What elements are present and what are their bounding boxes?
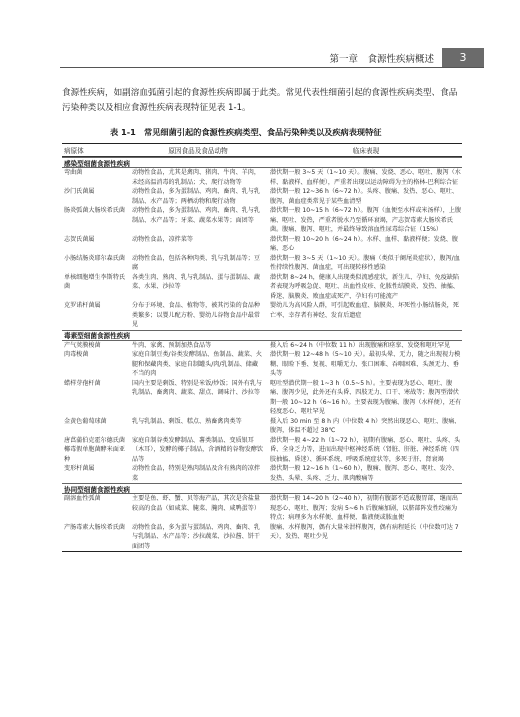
food-cell: 动物性食品，多为蛋与蛋制品、鸡肉、畜肉、乳与乳制品、水产品等；沙拉蔬菜、沙拉酱、饼干面团等 <box>132 523 260 550</box>
symptoms-cell: 潜伏期一般 12~16 h（1~60 h），腹痛、腹泻、恶心、呕吐、发冷、发热、头晕、头疼、乏力、肌肉酸痛等 <box>270 465 458 482</box>
symptoms-cell: 婴幼儿为高风险人群，可引起败血症、脑膜炎、坏死性小肠结肠炎，死亡率、幸存者有神经、发育后遗症 <box>270 302 459 319</box>
pathogen-cell: 肠炎弧菌大肠埃希氏菌 <box>64 207 125 214</box>
section-title: 协同型细菌食源性疾病 <box>64 485 130 494</box>
table-row <box>62 436 462 465</box>
food-cell: 动物性食品，特别是熟肉制品及含有熟肉的凉拌菜 <box>132 465 260 482</box>
pathogen-table <box>62 143 462 552</box>
column-header-symptoms: 临床表现 <box>352 147 380 155</box>
pathogen-cell: 沙门氏菌属 <box>64 188 95 195</box>
table-row <box>62 273 462 302</box>
table-row <box>62 187 462 206</box>
table-row <box>62 417 462 436</box>
pathogen-cell: 金黄色葡萄球菌 <box>64 417 107 425</box>
food-cell: 动物性食品，包括各种肉类、乳与乳制品等；豆腐 <box>132 254 260 271</box>
pathogen-cell: 副溶血性弧菌 <box>64 495 101 502</box>
symptoms-cell: 潜伏期一般 3~5 天（1~10 天）。腹痛、发烧、恶心、呕吐、腹泻（水样、黏液样、血样便），严重者出现以运动障碍为主的格林-巴利综合征 <box>270 169 461 186</box>
pathogen-cell: 变形杆菌属 <box>64 465 95 472</box>
symptoms-cell: 呕吐型潜伏期一般 1~3 h（0.5~5 h）。主要表现为恶心、呕吐、腹痛、腹泻少见，此外还有头昏、四肢无力、口干、寒战等；腹泻型潜伏期一般 10~12 h（6~16 h）。主要表现为腹痛、腹泻（水样便），还有轻度恶心、呕吐罕见 <box>270 379 462 415</box>
symptoms-cell: 潜伏期一般 12~36 h（6~72 h）。头疼、腹痛、发热、恶心、呕吐、腹泻，菌血症类常见于某些血清型 <box>270 188 458 205</box>
symptoms-cell: 潜伏期一般 10~20 h（6~24 h）。水样、血样、黏液样便；发烧、腹痛、恶心 <box>270 235 458 252</box>
food-cell: 牛肉、家禽、预制加热食品等 <box>132 341 212 349</box>
table-row <box>62 464 462 483</box>
symptoms-cell: 摄入后 6~24 h（中位数 11 h）出现腹痛和痉挛、发烧和呕吐罕见 <box>270 341 451 349</box>
table-row <box>62 235 462 254</box>
page-header <box>0 48 520 68</box>
pathogen-cell: 小肠结肠炎耶尔森氏菌 <box>64 254 125 262</box>
intro-paragraph: 食源性疾病，如副溶血弧菌引起的食源性疾病即属于此类。常见代表性细菌引起的食源性疾病类型、食品污染种类以及相应食源性疾病表现特征见表 1-1。 <box>62 88 458 113</box>
table-row <box>62 379 462 417</box>
pathogen-cell: 蜡样芽孢杆菌 <box>64 379 101 387</box>
pathogen-cell: 产肠毒素大肠埃希氏菌 <box>64 523 125 531</box>
pathogen-cell: 唐菖蒲伯克霍尔德氏菌椰毒假单胞菌酵米面亚种 <box>64 436 125 463</box>
symptoms-cell: 潜伏期一般 14~20 h（2~40 h），初期有腹部不适或腹胃部，继而出现恶心、呕吐、腹泻；发病 5~6 h 后腹痛加剧，以脐部阵发性绞痛为特点；病理多为水样便、血样便、黏液便或脓血便 <box>270 495 458 521</box>
food-cell: 家庭自制谷类发酵制品、薯类制品、变质银耳（木耳），发酵的椰子制品，含酒精的谷物发酵饮品等 <box>132 436 264 463</box>
food-cell: 分布于环境、食品、植物等，被其污染的食品种类繁多；以婴儿配方粉、婴幼儿谷物食品中最常见 <box>132 302 260 328</box>
food-cell: 动物性食品，尤其是禽肉、猪肉、牛肉、羊肉，未经高温消毒的乳制品；犬、爬行动物等 <box>132 169 260 186</box>
page-number: 3 <box>442 48 484 68</box>
table-caption: 表 1-1 常见细菌引起的食源性疾病类型、食品污染种类以及疾病表现特征 <box>110 127 382 137</box>
symptoms-cell: 腹痛、水样腹泻，偶有大量米泔样腹泻，偶有病程延长（中位数可达 7 天），发热、呕吐少见 <box>270 523 459 540</box>
food-cell: 动物性食品，多为蛋制品、鸡肉、畜肉、乳与乳制品、水产品等；牙菜、蔬菜水果等；面团等 <box>132 207 260 224</box>
symptoms-cell: 摄入后 30 min 至 8 h 内（中位数 4 h）突然出现恶心、呕吐、腹痛、腹泻，体温不超过 38℃ <box>270 417 461 434</box>
table-header <box>62 144 462 157</box>
food-cell: 主要是鱼、虾、蟹、贝等海产品，其次是含盐量较高的食品（如咸菜、腌菜、腌肉、咸鸭蛋等） <box>132 495 260 512</box>
chapter-title: 第一章 食源性疾病概述 <box>329 54 434 65</box>
table-body <box>62 157 462 551</box>
table-row <box>62 254 462 273</box>
symptoms-cell: 潜伏期一般 3~5 天（1~10 天）。腹痛（类似于阑尾炎症状），腹泻/血性持续性腹泻、菌血症，可出现转移性感染 <box>270 254 460 271</box>
food-cell: 各类生肉、熟肉、乳与乳制品、蛋与蛋制品、蔬菜、水果、沙拉等 <box>132 273 260 290</box>
pathogen-cell: 克罗诺杆菌属 <box>64 302 101 309</box>
table-row <box>62 168 462 187</box>
pathogen-cell: 单核细胞增生李斯特氏菌 <box>64 273 125 290</box>
column-header-pathogen: 病原体 <box>64 147 84 155</box>
table-section-header <box>62 157 462 168</box>
pathogen-cell: 产气荚膜梭菌 <box>64 341 101 349</box>
column-header-food: 原因食品及食品动物 <box>168 147 228 155</box>
table-row <box>62 301 462 330</box>
header-rule <box>60 67 484 68</box>
table-row <box>62 494 462 523</box>
table-section-header <box>62 483 462 494</box>
symptoms-cell: 潜伏期一般 12~48 h（5~10 天）。最初头晕、无力，随之出现视力模糊、眼睑下垂、复视、咀嚼无力、张口困难、吞咽困难、头颈无力、垂头等 <box>270 351 461 377</box>
food-cell: 家庭自制豆类/谷类发酵制品、鱼制品、蔬菜、火腿和保藏肉类、家庭自制罐头/肉/乳制品、储藏不当的肉 <box>132 351 263 377</box>
pathogen-cell: 肉毒梭菌 <box>64 351 89 358</box>
table-section-header <box>62 330 462 341</box>
pathogen-cell: 志贺氏菌属 <box>64 235 95 243</box>
food-cell: 动物性食品，多为蛋制品、鸡肉、畜肉、乳与乳制品、水产品等；两栖动物和爬行动物 <box>132 188 260 205</box>
symptoms-cell: 潜伏期一般 4~22 h（1~72 h），初期有腹痛、恶心、呕吐、头疼、头昏、全身乏力等，进而出现中枢神经系统（肾脏、肝脏、神经系统（四肢抽搐、昏迷）、循环系统、呼吸系统症状等，多死于肝、肾衰竭 <box>270 436 461 463</box>
food-cell: 动物性食品，凉拌菜等 <box>132 235 193 243</box>
table-row <box>62 523 462 552</box>
table-row <box>62 341 462 351</box>
section-title: 感染型细菌食源性疾病 <box>64 159 130 168</box>
table-row <box>62 350 462 379</box>
food-cell: 国内主要是剩饭、特别是米饭/炒饭；国外有乳与乳制品、畜禽肉、蔬菜、甜点、调味汁、沙拉等 <box>132 379 263 396</box>
symptoms-cell: 潜伏期一般 10~15 h（6~72 h）。腹泻（血便至水样或米汤样），上腹痛、呕吐、发热，严重者脱水乃至循环衰竭，产志贺毒素大肠埃希氏菌。腹痛、腹泻、呕吐，并最终导致溶血性尿毒综合征（15%） <box>270 207 462 233</box>
symptoms-cell: 潜伏期 8~24 h，健康人出现类似流感症状，新生儿、孕妇、免疫缺陷者表现为呼吸急促、呕吐、出血性皮疹、化脓性结膜炎、发热、抽搐、昏迷、脑膜炎、败血症或死产、孕妇有可能流产 <box>270 273 460 300</box>
table-row <box>62 206 462 235</box>
section-title: 毒素型细菌食源性疾病 <box>64 332 130 340</box>
food-cell: 乳与乳制品、剩饭、糕点、熟畜禽肉类等 <box>132 417 242 425</box>
pathogen-cell: 弯曲菌 <box>64 169 83 176</box>
